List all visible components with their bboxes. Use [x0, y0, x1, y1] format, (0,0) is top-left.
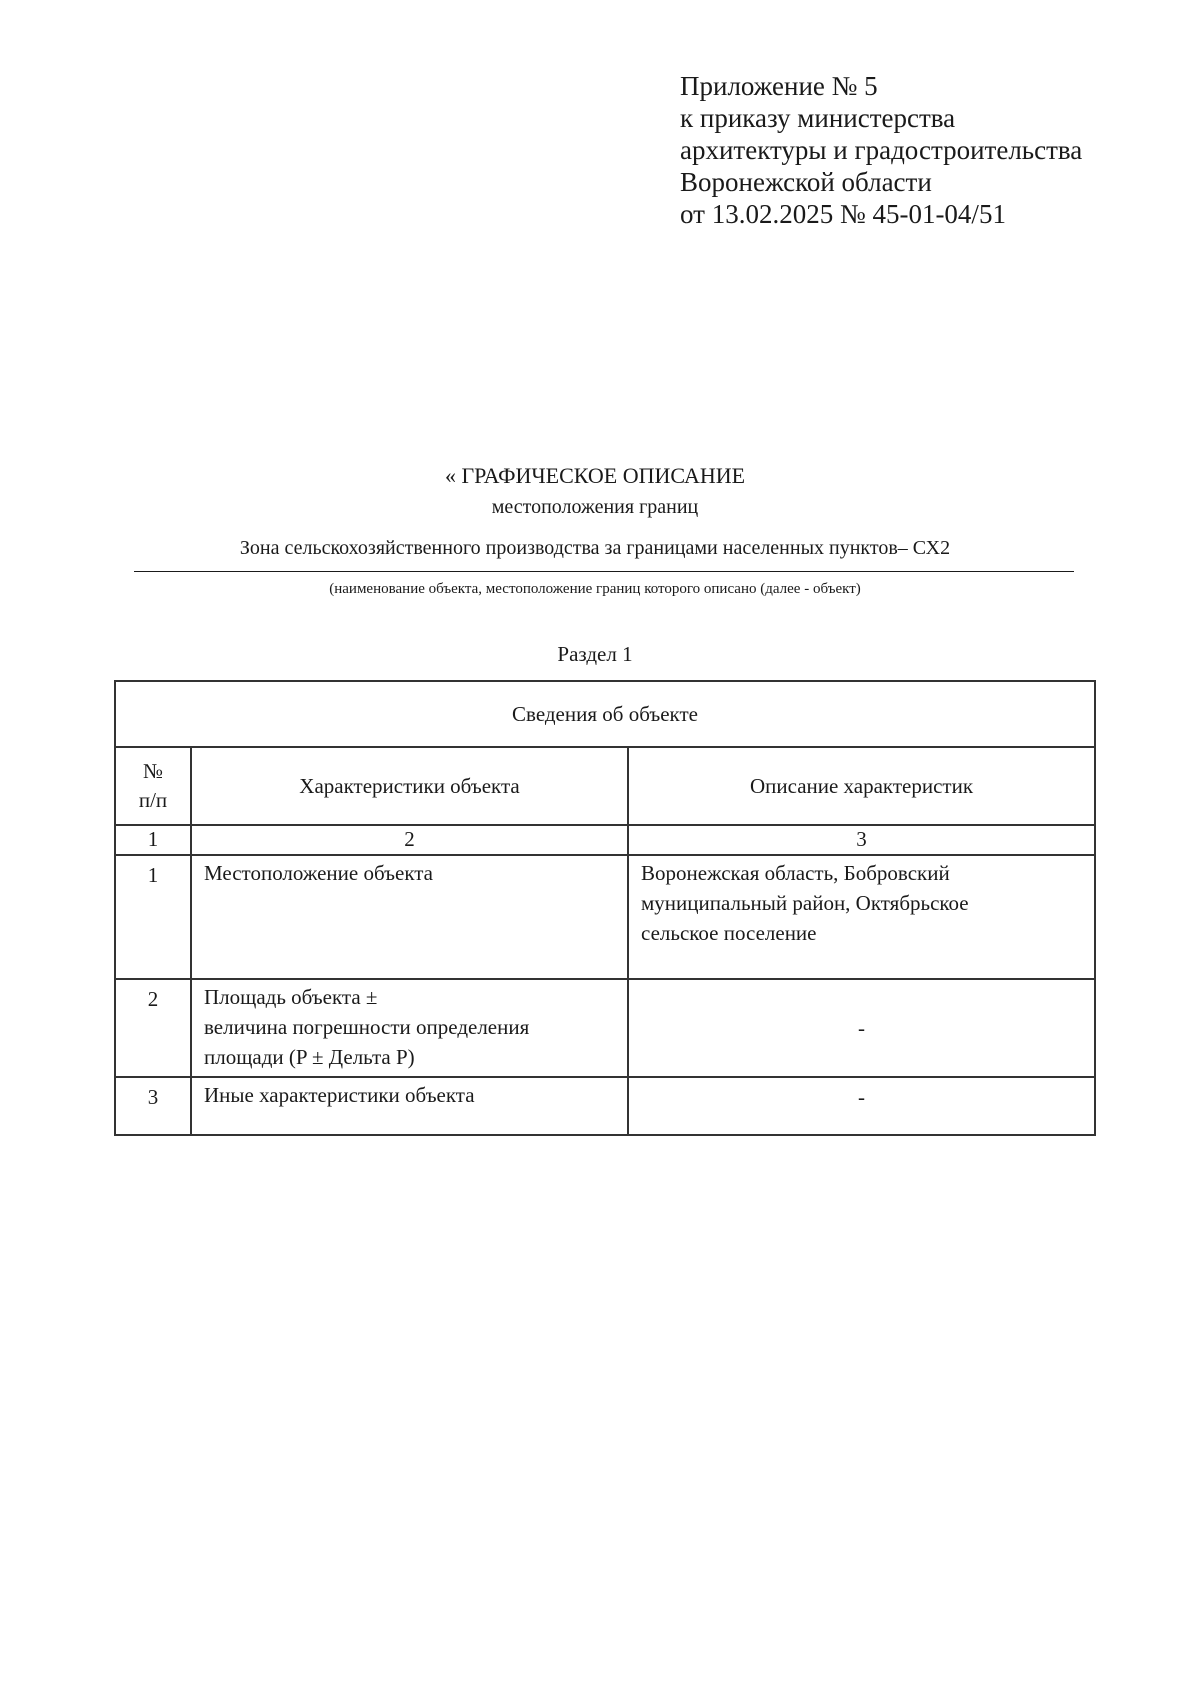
row-number: 3 [115, 1077, 191, 1135]
document-subtitle: местоположения границ [491, 496, 699, 518]
row-description-line: сельское поселение [641, 921, 817, 945]
row-number: 2 [115, 979, 191, 1077]
table-row [115, 979, 1095, 1077]
object-name-underline [134, 571, 1074, 572]
table-row [115, 1077, 1095, 1135]
header-number-line-2: п/п [138, 788, 168, 812]
appendix-line-5: от 13.02.2025 № 45-01-04/51 [680, 199, 1006, 229]
index-cell: 3 [628, 825, 1095, 855]
row-description: - [628, 979, 1095, 1077]
section-label: Раздел 1 [557, 642, 633, 666]
appendix-line-3: архитектуры и градостроительства [680, 135, 1083, 165]
row-number: 1 [115, 855, 191, 979]
appendix-line-4: Воронежской области [680, 167, 932, 197]
header-number-line-1: № [142, 759, 164, 783]
header-number [115, 747, 191, 825]
header-characteristic: Характеристики объекта [191, 747, 628, 825]
row-characteristic-line: площади (P ± Дельта P) [204, 1045, 415, 1069]
index-cell: 1 [115, 825, 191, 855]
row-characteristic [191, 979, 628, 1077]
row-characteristic: Местоположение объекта [191, 855, 628, 979]
appendix-line-1: Приложение № 5 [680, 71, 878, 101]
appendix-line-2: к приказу министерства [680, 103, 956, 133]
table-header-row [115, 747, 1095, 825]
row-description: - [628, 1077, 1095, 1135]
table-title: Сведения об объекте [115, 681, 1095, 747]
object-info-table [114, 680, 1096, 1136]
row-description [628, 855, 1095, 979]
row-characteristic-line: Площадь объекта ± [204, 985, 378, 1009]
object-name-caption: (наименование объекта, местоположение границ которого описано (далее - объект) [329, 581, 861, 597]
object-name: Зона сельскохозяйственного производства за границами населенных пунктов– СХ2 [239, 537, 951, 559]
table-title-row [115, 681, 1095, 747]
table-row [115, 855, 1095, 979]
index-cell: 2 [191, 825, 628, 855]
row-characteristic-line: величина погрешности определения [204, 1015, 530, 1039]
header-description: Описание характеристик [628, 747, 1095, 825]
row-description-line: муниципальный район, Октябрьское [641, 891, 969, 915]
table-index-row [115, 825, 1095, 855]
row-characteristic: Иные характеристики объекта [191, 1077, 628, 1135]
appendix-header [680, 70, 1140, 230]
row-description-line: Воронежская область, Бобровский [641, 861, 950, 885]
document-title: « ГРАФИЧЕСКОЕ ОПИСАНИЕ [444, 463, 746, 488]
